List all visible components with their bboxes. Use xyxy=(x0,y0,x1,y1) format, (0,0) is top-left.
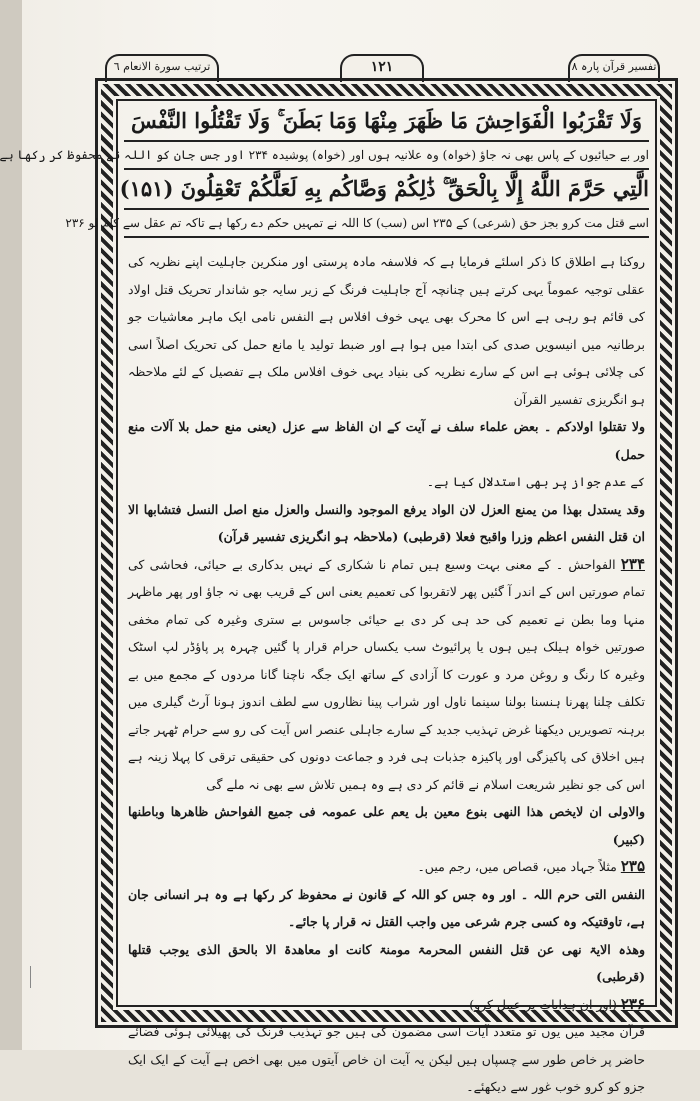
header-surah-label: ترتيب سورة الانعام ٦ xyxy=(105,54,219,82)
footnote-number: ۲۳۶ xyxy=(620,994,645,1013)
divider xyxy=(124,236,649,238)
paragraph-text: مثلاً جہاد میں، قصاص میں، رجم میں۔ xyxy=(417,859,617,874)
paragraph-text: ولا تقتلوا اولادکم ۔ بعض علماء سلف نے آیت کے ان الفاظ سے عزل (یعنی منع حمل بلا آلات منع حمل) xyxy=(128,419,645,462)
paragraph-text: قرآن مجید میں یوں تو متعدد آیات اسی مضمون کی ہیں جو تہذیب فرنگ کی پھیلائی ہوئی فضائے حاضر پر خاص طور سے چسپاں ہیں لیکن یہ آیت ان خاص آیتوں میں بھی اخص ہے آیت کے ایک ایک جزو کو کرو خوب غور سے دیکھئے۔ xyxy=(128,1024,645,1094)
commentary-paragraph xyxy=(124,936,649,991)
translation-line-1: اور بے حیائیوں کے پاس بھی نہ جاؤ (خواہ) وہ علانیہ ہوں اور (خواہ) پوشیدہ ۲۳۴ اور جس جان کو اللہ نے محفوظ کر رکھا ہے xyxy=(0,148,649,162)
divider xyxy=(124,140,649,142)
paragraph-text: روکنا ہے اطلاق کا ذکر اسلئے فرمایا ہے کہ فلاسفہ مادہ پرستی اور منکرین جاہلیت اپنے نظریہ کی عقلی توجیہ عموماً یہی کرتے ہیں چنانچہ آج جاہلیت فرنگ کے زیر سایہ جو شاندار تحریک قتل اولاد کی قائم ہو رہی ہے اس کا محرک بھی یہی خوف افلاس ہے النفس نامی ایک ماہر معاشیات جو برطانیہ میں انیسویں صدی کی ابتدا میں ہوا ہے اور ضبط تولید یا مانع حمل کی تحریک اصلاً اسی کی چلائی ہوئی ہے اس کے سارے نظریہ کی بنیاد یہی خوف افلاس ملک ہے تفصیل کے لئے ملاحظہ ہو انگریزی تفسیر القرآن xyxy=(128,254,645,407)
page-number: ۱۲۱ xyxy=(340,54,424,82)
paragraph-text: النفس التی حرم اللہ ۔ اور وہ جس کو اللہ کے قانون نے محفوظ کر رکھا ہے وہ ہر انسانی جان ہے، تاوقتیکہ وہ کسی جرم شرعی میں واجب القتل نہ قرار پا جائے۔ xyxy=(128,886,645,929)
footnote xyxy=(124,991,649,1019)
paragraph-text: والاولی ان لایخص ھذا النھی بنوع معین بل یعم علی عمومہ فی جمیع الفواحش ظاھرھا وباطنھا (کبیر) xyxy=(128,804,645,847)
page-content xyxy=(0,104,649,1094)
commentary xyxy=(124,248,649,1101)
pencil-mark xyxy=(30,966,31,988)
commentary-paragraph xyxy=(124,496,649,551)
footnote xyxy=(124,853,649,881)
paragraph-text: وقد یستدل بھذا من یمنع العزل لان الواد یرفع الموجود والنسل والعزل منع اصل النسل فتشابھا الا ان قتل النفس اعظم وزرا واقبح فعلا (قرطبی) (ملاحظہ ہو انگریزی تفسیر قرآن) xyxy=(128,501,645,544)
commentary-paragraph xyxy=(124,881,649,936)
commentary-paragraph xyxy=(124,248,649,413)
translation-line-2: اسے قتل مت کرو بجز حق (شرعی) کے ۲۳۵ اس (سب) کا اللہ نے تمہیں حکم دے رکھا ہے تاکہ تم عقل سے کام لو ۲۳۶ xyxy=(65,216,649,230)
paragraph-text: کے عدم جواز پر بھی استدلال کیا ہے۔ xyxy=(426,474,645,489)
footnote-number: ۲۳۵ xyxy=(620,857,645,875)
footnote-number: ۲۳۴ xyxy=(620,554,645,573)
paragraph-text: الفواحش ۔ کے معنی بہت وسیع ہیں تمام نا شکاری کے نہیں بدکاری بے حیائی، فحاشی کی تمام صورتیں اس کے اندر آ گئیں پھر لاتقربوا کی تعمیم یعنی اس کے قریب بھی نہ جاؤ اور پھر ماظہر منہا وما بطن نے تعمیم کی حد ہی کر دی بے حیائی جاسوس بے ستری وغیرہ کی تمام مخفی صورتیں خواہ ہیلک ہیں ہوں یا پرائیوٹ سب یکساں حرام قرار پا گئیں چہرہ پر پاؤڈر لپ اسٹک وغیرہ کا رنگ و روغن مرد و عورت کا آزادی کے ساتھ ایک جگہ ناچنا گانا مردوں کے مجمع میں بے تکلف چلنا پھرنا ہنسنا بولنا سینما ناول اور شراب پینا نظاروں سے لطف اندوز ہونا آرٹ گیلری میں برہنہ تصویریں دیکھنا غرض تہذیب جدید کے سارے جاہلی عنصر اس آیت کی رو سے حرام ٹھہر جاتے ہیں اخلاق کی پاکیزگی اور پاکیزہ جذبات ہی فرد و جماعت دونوں کی حقیقی ترقی کا پہلا زینہ ہے اس کی جو نظیر شریعت اسلام نے قائم کر دی ہے وہ ہمیں تلاش سے بھی نہ ملے گی xyxy=(128,556,645,792)
divider xyxy=(124,168,649,170)
divider xyxy=(124,208,649,210)
verse-line-1: وَلَا تَقْرَبُوا الْفَوَاحِشَ مَا ظَهَرَ مِنْهَا وَمَا بَطَنَ ۚ وَلَا تَقْتُلُوا النَّفْسَ xyxy=(130,108,642,133)
commentary-paragraph xyxy=(124,1018,649,1101)
commentary-paragraph xyxy=(124,413,649,468)
footnote xyxy=(124,551,649,799)
commentary-paragraph xyxy=(124,798,649,853)
paragraph-text: وھذہ الایۃ نھی عن قتل النفس المحرمۃ مومنۃ کانت او معاھدۃ الا بالحق الذی یوجب قتلھا (قرطبی) xyxy=(128,941,645,984)
header-para-label: تفسیر قرآن پارہ ۸ xyxy=(568,54,660,82)
paragraph-text: (اور ان ہدایات پر عمل کرو) xyxy=(469,996,617,1012)
commentary-paragraph xyxy=(124,468,649,496)
verse-line-2: الَّتِي حَرَّمَ اللَّهُ إِلَّا بِالْحَقِّ ۚ ذَٰلِكُمْ وَصَّاكُم بِهِ لَعَلَّكُمْ تَعْقِلُونَ (۱۵۱) xyxy=(119,176,649,201)
